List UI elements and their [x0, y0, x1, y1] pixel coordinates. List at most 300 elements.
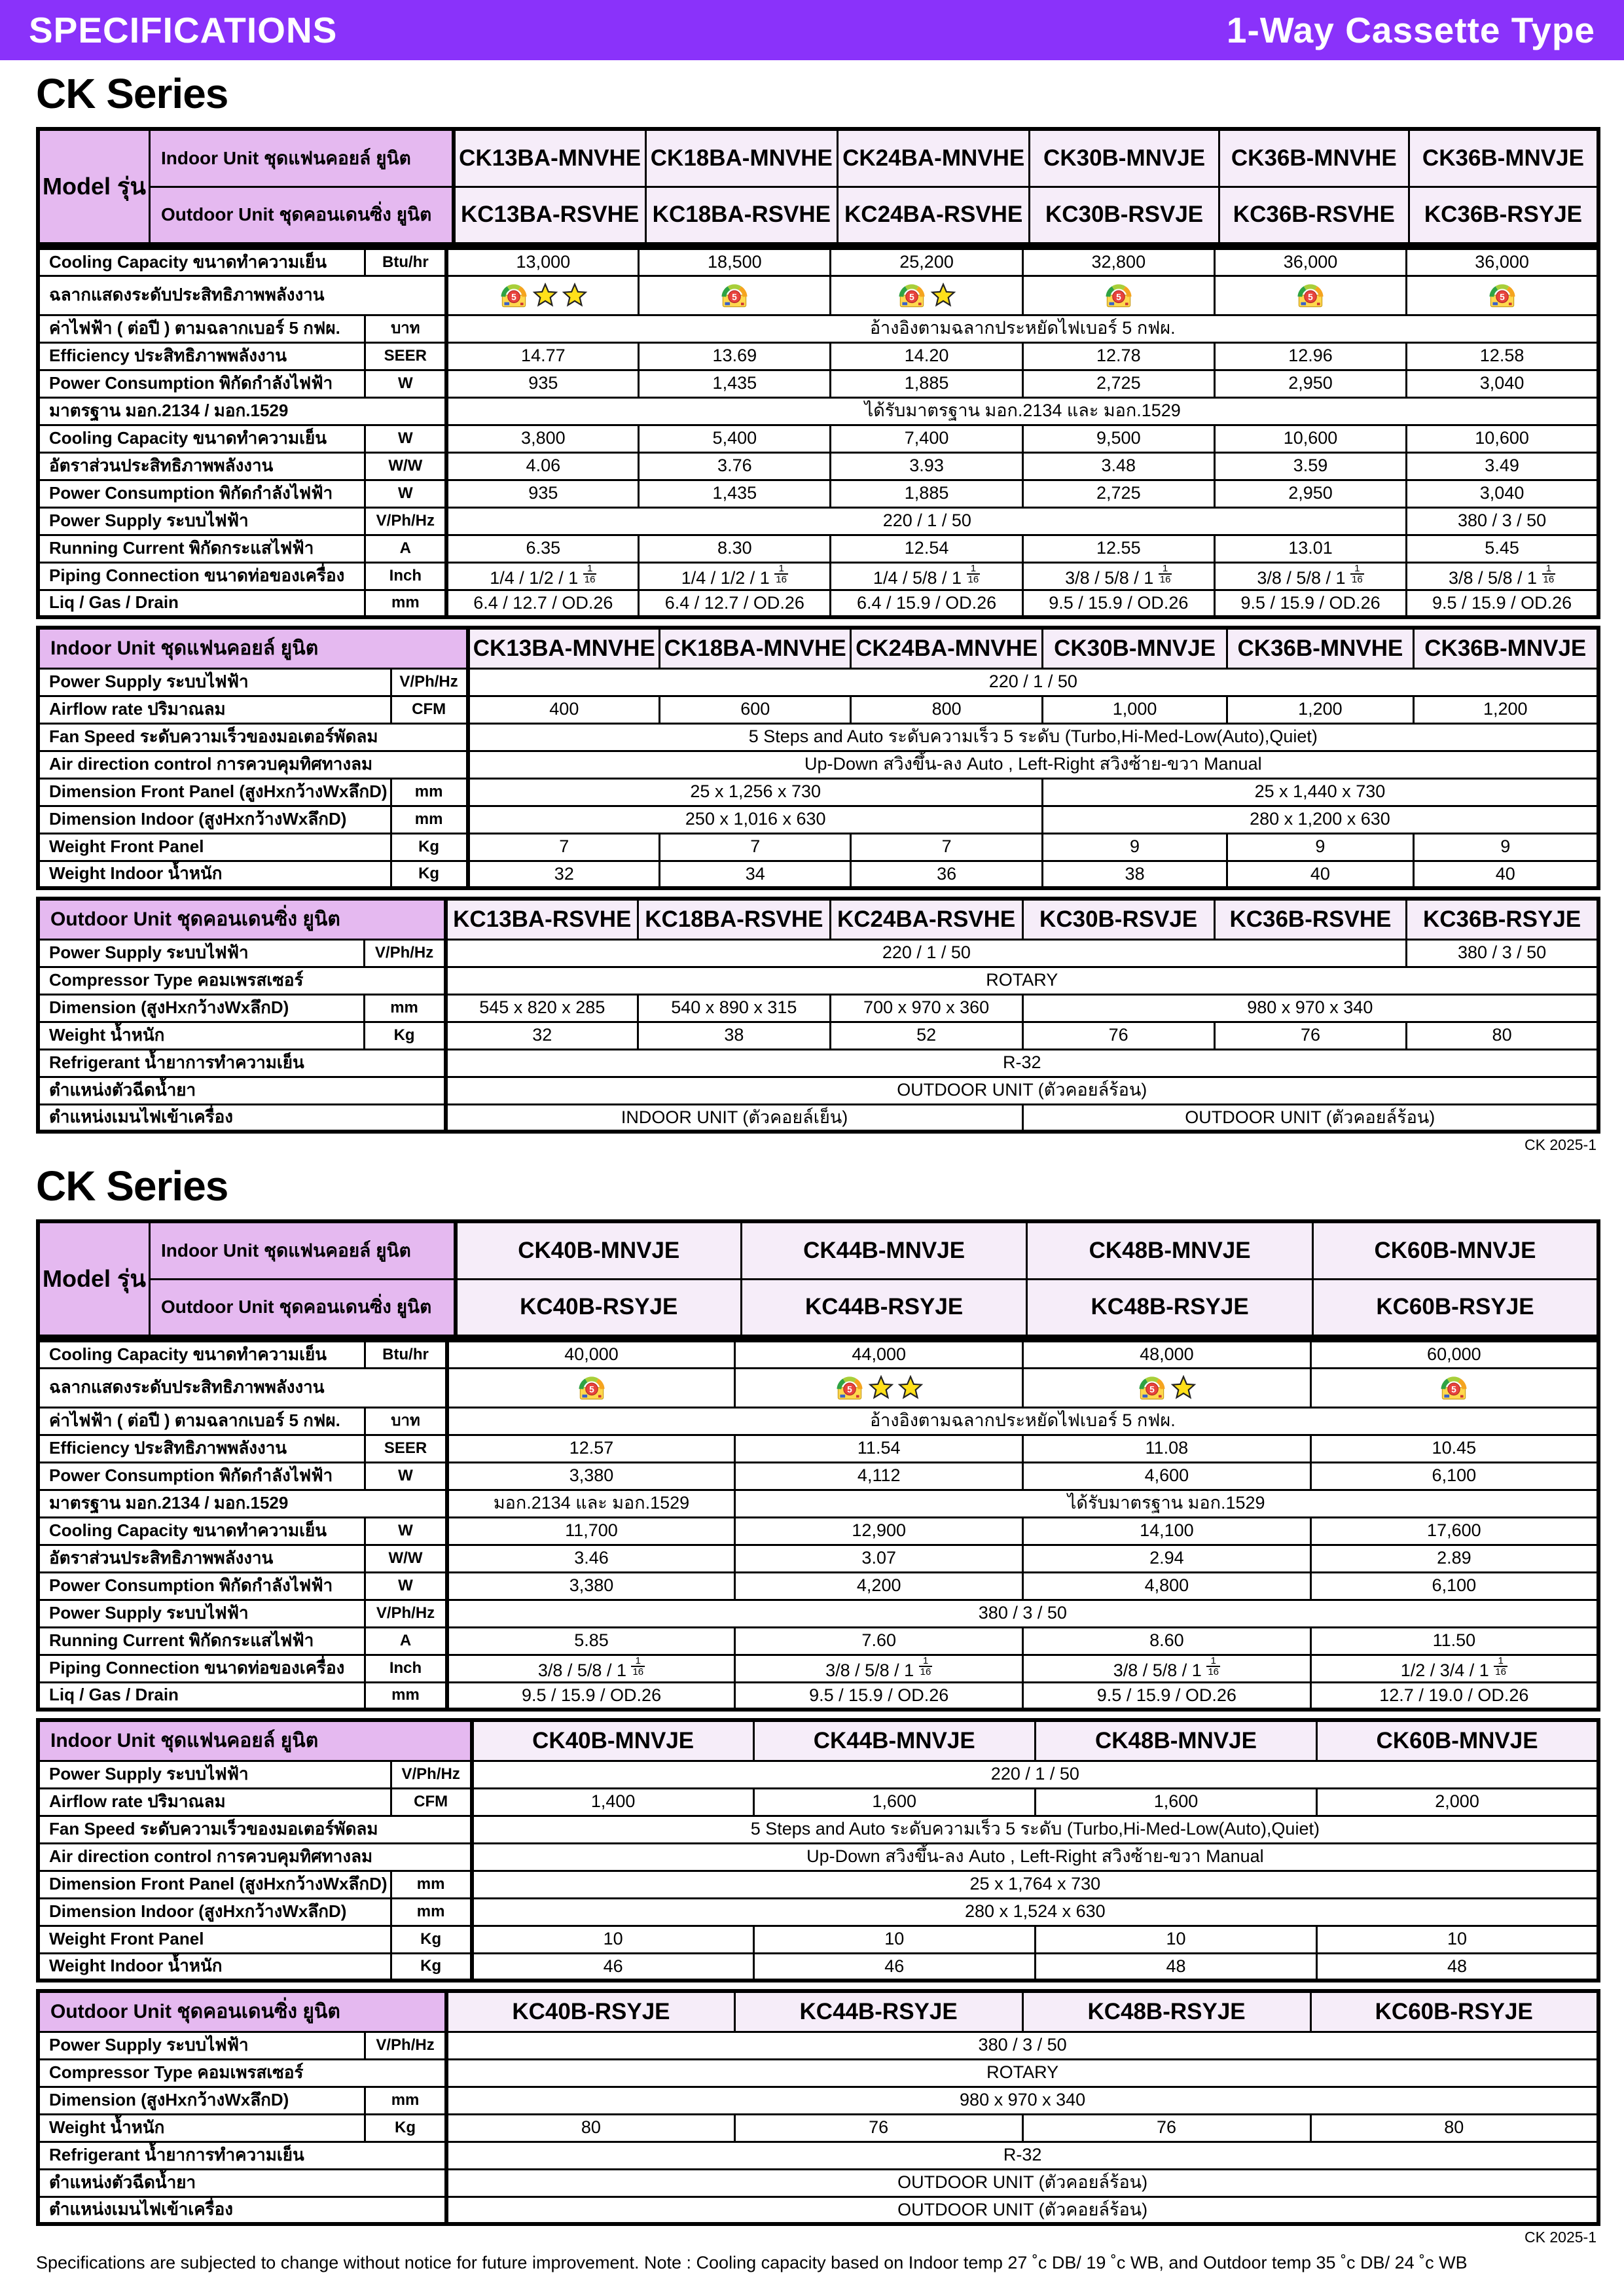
table-row: [38, 1545, 1598, 1572]
value-cell: 38: [638, 1022, 830, 1049]
value-cell: [446, 562, 638, 590]
fraction: $\frac{1}{16}$: [776, 562, 787, 585]
svg-text:5: 5: [909, 292, 914, 302]
table-row: [38, 1517, 1598, 1545]
row-unit: Kg: [391, 861, 468, 888]
value-cell: 76: [1022, 1022, 1214, 1049]
row-label: Power Supply ระบบไฟฟ้า: [38, 939, 364, 967]
value-cell: 40: [1413, 861, 1598, 888]
doc-code-note-2: CK 2025-1: [1525, 2229, 1597, 2246]
indoor-model-name: CK18BA-MNVHE: [645, 129, 837, 187]
section-gap: [36, 1982, 1600, 1989]
value-cell: 8.60: [1023, 1627, 1311, 1655]
table-row: [38, 590, 1598, 617]
value-cell: 3.49: [1407, 452, 1598, 480]
value-cell: 17,600: [1310, 1517, 1598, 1545]
row-label: Fan Speed ระดับความเร็วของมอเตอร์พัดลม: [38, 723, 468, 751]
indoor-model-name: CK36B-MNVJE: [1409, 129, 1598, 187]
value-cell: 4,800: [1023, 1572, 1311, 1600]
section-model-name: CK60B-MNVJE: [1317, 1720, 1598, 1761]
star-icon: [897, 1375, 924, 1400]
value-cell: 9.5 / 15.9 / OD.26: [1214, 590, 1406, 617]
energy-label-cell: [1023, 1368, 1311, 1407]
value-text: 1/2 / 3/4 / 1: [1400, 1660, 1494, 1680]
value-cell: 2,000: [1317, 1788, 1598, 1816]
row-unit: Btu/hr: [365, 1340, 447, 1368]
value-cell: 12.54: [831, 535, 1022, 562]
table-row: [38, 2059, 1598, 2087]
value-cell: 9,500: [1022, 425, 1214, 452]
energy-label-cell: [1310, 1368, 1598, 1407]
value-cell: 32,800: [1022, 248, 1214, 276]
energy-rating: [835, 1372, 924, 1403]
value-cell: 38: [1042, 861, 1227, 888]
table-row: [38, 1049, 1598, 1077]
outdoor-model-name: KC13BA-RSVHE: [454, 187, 646, 244]
value-cell: 76: [734, 2114, 1022, 2142]
row-unit: mm: [364, 994, 446, 1022]
value-cell: 800: [851, 696, 1042, 723]
model-row-outdoor: [38, 1279, 1598, 1336]
energy-label-cell: [1407, 276, 1598, 315]
value-cell: 12.57: [447, 1435, 735, 1462]
row-unit: A: [365, 535, 447, 562]
value-cell: 3,040: [1407, 370, 1598, 397]
value-cell: 1,200: [1413, 696, 1598, 723]
value-cell: [639, 562, 831, 590]
table-row: [38, 1022, 1598, 1049]
table-row: [38, 1368, 1598, 1407]
row-unit: W: [365, 480, 447, 507]
value-text: 1/4 / 1/2 / 1: [490, 567, 583, 588]
value-cell: 1,000: [1042, 696, 1227, 723]
value-cell: 2,725: [1022, 370, 1214, 397]
table-row: [38, 370, 1598, 397]
value-cell: 3.59: [1214, 452, 1406, 480]
value-cell: 280 x 1,200 x 630: [1042, 806, 1598, 833]
row-unit: บาท: [365, 315, 447, 342]
value-cell: 400: [468, 696, 660, 723]
value-cell: 7: [851, 833, 1042, 861]
banner-title-left: SPECIFICATIONS: [29, 10, 338, 50]
table-row: [38, 1462, 1598, 1490]
ck-series-section-1: [36, 69, 1600, 1154]
table-row: [38, 1655, 1598, 1682]
star-icon: [562, 283, 588, 308]
value-cell: 3.46: [447, 1545, 735, 1572]
value-cell: 14.77: [446, 342, 638, 370]
section-model-name: CK13BA-MNVHE: [468, 628, 660, 668]
table-row: [38, 315, 1598, 342]
section-title: Outdoor Unit ชุดคอนเดนซิ่ง ยูนิต: [38, 1991, 446, 2032]
row-label: Cooling Capacity ขนาดทำความเย็น: [38, 248, 365, 276]
row-label: Cooling Capacity ขนาดทำความเย็น: [38, 1517, 365, 1545]
value-cell: 48: [1035, 1953, 1316, 1981]
value-text: 3/8 / 5/8 / 1: [1113, 1660, 1207, 1680]
value-cell: OUTDOOR UNIT (ตัวคอยล์ร้อน): [446, 1077, 1598, 1104]
value-cell: [1407, 562, 1598, 590]
value-cell: 980 x 970 x 340: [446, 2087, 1598, 2114]
value-text: 3/8 / 5/8 / 1: [825, 1660, 919, 1680]
value-cell: 12.96: [1214, 342, 1406, 370]
main-spec-table: [36, 1338, 1600, 1712]
model-header-table: [36, 127, 1600, 246]
model-corner-label: Model รุ่น: [38, 1221, 149, 1336]
row-label: ค่าไฟฟ้า ( ต่อปี ) ตามฉลากเบอร์ 5 กฟผ.: [38, 315, 365, 342]
row-unit: บาท: [365, 1407, 447, 1435]
value-cell: 11.54: [735, 1435, 1023, 1462]
value-cell: 540 x 890 x 315: [638, 994, 830, 1022]
section-model-name: KC18BA-RSVHE: [638, 899, 830, 939]
row-unit: mm: [391, 806, 468, 833]
value-cell: 46: [753, 1953, 1035, 1981]
value-cell: 10,600: [1214, 425, 1406, 452]
table-row: [38, 1104, 1598, 1132]
fraction: $\frac{1}{16}$: [1159, 562, 1171, 585]
egat-no5-label-icon: [719, 280, 749, 310]
value-cell: 11,700: [447, 1517, 735, 1545]
indoor-model-name: CK36B-MNVHE: [1219, 129, 1409, 187]
row-unit: W: [365, 1517, 447, 1545]
section-model-name: CK48B-MNVJE: [1035, 1720, 1316, 1761]
section-title: Outdoor Unit ชุดคอนเดนซิ่ง ยูนิต: [38, 899, 446, 939]
value-cell: 5.85: [447, 1627, 735, 1655]
spec-table-2: [36, 1219, 1600, 2226]
indoor-unit-section-table: [36, 626, 1600, 890]
table-row: [38, 1435, 1598, 1462]
value-cell: 40,000: [447, 1340, 735, 1368]
table-row: [38, 452, 1598, 480]
value-cell: [1214, 562, 1406, 590]
row-label: Weight น้ำหนัก: [38, 1022, 364, 1049]
svg-text:5: 5: [1115, 292, 1121, 302]
value-cell: 5.45: [1407, 535, 1598, 562]
value-cell: ได้รับมาตรฐาน มอก.2134 และ มอก.1529: [446, 397, 1598, 425]
outdoor-unit-header-label: Outdoor Unit ชุดคอนเดนซิ่ง ยูนิต: [149, 1279, 455, 1336]
energy-label-cell: [1022, 276, 1214, 315]
table-row: [38, 1898, 1598, 1926]
table-row: [38, 425, 1598, 452]
row-label: Airflow rate ปริมาณลม: [38, 696, 391, 723]
value-cell: 7: [660, 833, 851, 861]
section-model-name: KC36B-RSYJE: [1407, 899, 1598, 939]
energy-rating: [1295, 280, 1326, 310]
row-label: ตำแหน่งเมนไฟเข้าเครื่อง: [38, 2197, 446, 2224]
value-cell: 6.4 / 15.9 / OD.26: [831, 590, 1022, 617]
row-label: Weight Front Panel: [38, 1926, 391, 1953]
value-cell: 34: [660, 861, 851, 888]
value-cell: 1,435: [639, 480, 831, 507]
table-row: [38, 1077, 1598, 1104]
table-row: [38, 2197, 1598, 2224]
banner-title-right: 1-Way Cassette Type: [1226, 10, 1595, 50]
value-cell: 36,000: [1407, 248, 1598, 276]
row-label: Power Supply ระบบไฟฟ้า: [38, 1600, 365, 1627]
value-cell: 3,800: [446, 425, 638, 452]
row-unit: W: [365, 370, 447, 397]
star-icon: [532, 283, 558, 308]
row-label: Weight Indoor น้ำหนัก: [38, 861, 391, 888]
value-cell: 2,950: [1214, 370, 1406, 397]
spec-table-1: [36, 127, 1600, 1134]
value-cell: 10: [753, 1926, 1035, 1953]
row-label: Dimension (สูงHxกว้างWxลึกD): [38, 2087, 365, 2114]
row-unit: Inch: [365, 1655, 447, 1682]
row-label: Refrigerant น้ำยาการทำความเย็น: [38, 1049, 446, 1077]
row-unit: V/Ph/Hz: [365, 1600, 447, 1627]
value-cell: Up-Down สวิงขึ้น-ลง Auto , Left-Right สวิงซ้าย-ขวา Manual: [472, 1843, 1598, 1871]
section-header-row: [38, 1991, 1598, 2032]
table-row: [38, 696, 1598, 723]
value-text: 3/8 / 5/8 / 1: [1065, 567, 1159, 588]
page-footer: [36, 2253, 1600, 2273]
value-cell: 3.93: [831, 452, 1022, 480]
egat-no5-label-icon: [1104, 280, 1134, 310]
value-cell: 14,100: [1023, 1517, 1311, 1545]
row-unit: V/Ph/Hz: [391, 668, 468, 696]
value-cell: 11.50: [1310, 1627, 1598, 1655]
table-row: [38, 507, 1598, 535]
value-cell: 13,000: [446, 248, 638, 276]
value-cell: 545 x 820 x 285: [446, 994, 638, 1022]
row-unit: V/Ph/Hz: [365, 507, 447, 535]
indoor-model-name: CK48B-MNVJE: [1027, 1221, 1313, 1279]
main-spec-table: [36, 246, 1600, 619]
section-model-name: KC48B-RSYJE: [1022, 1991, 1310, 2032]
value-cell: 1,400: [472, 1788, 753, 1816]
fraction: $\frac{1}{16}$: [1351, 562, 1363, 585]
row-label: Power Consumption พิกัดกำลังไฟฟ้า: [38, 1462, 365, 1490]
indoor-model-name: CK40B-MNVJE: [456, 1221, 742, 1279]
row-label: Piping Connection ขนาดท่อของเครื่อง: [38, 562, 365, 590]
star-icon: [930, 283, 956, 308]
row-label: Air direction control การควบคุมทิศทางลม: [38, 751, 468, 778]
value-cell: 80: [446, 2114, 734, 2142]
value-cell: 25,200: [831, 248, 1022, 276]
value-cell: ได้รับมาตรฐาน มอก.1529: [735, 1490, 1598, 1517]
fraction: $\frac{1}{16}$: [1495, 1655, 1506, 1677]
energy-rating: [1137, 1372, 1197, 1403]
value-cell: OUTDOOR UNIT (ตัวคอยล์ร้อน): [446, 2169, 1598, 2197]
table-row: [38, 967, 1598, 994]
value-cell: 2,725: [1022, 480, 1214, 507]
value-cell: 9.5 / 15.9 / OD.26: [1407, 590, 1598, 617]
value-cell: [1310, 1655, 1598, 1682]
energy-label-cell: [639, 276, 831, 315]
fraction: $\frac{1}{16}$: [632, 1655, 644, 1677]
value-cell: 9: [1413, 833, 1598, 861]
value-cell: 18,500: [639, 248, 831, 276]
value-cell: 1,885: [831, 370, 1022, 397]
value-cell: 12.58: [1407, 342, 1598, 370]
row-unit: mm: [391, 1898, 472, 1926]
table-row: [38, 1407, 1598, 1435]
section-model-name: CK30B-MNVJE: [1042, 628, 1227, 668]
row-unit: mm: [391, 778, 468, 806]
svg-text:5: 5: [1451, 1384, 1457, 1395]
section-model-name: CK18BA-MNVHE: [660, 628, 851, 668]
value-cell: 2,950: [1214, 480, 1406, 507]
table-row: [38, 1682, 1598, 1710]
value-cell: [1022, 562, 1214, 590]
table-row: [38, 1788, 1598, 1816]
svg-text:5: 5: [588, 1384, 594, 1395]
value-cell: 36,000: [1214, 248, 1406, 276]
energy-rating: [719, 280, 749, 310]
egat-no5-label-icon: [835, 1372, 865, 1403]
row-label: Power Supply ระบบไฟฟ้า: [38, 2032, 365, 2059]
value-cell: 600: [660, 696, 851, 723]
value-cell: 9.5 / 15.9 / OD.26: [1022, 590, 1214, 617]
row-unit: CFM: [391, 696, 468, 723]
value-cell: 220 / 1 / 50: [446, 939, 1407, 967]
table-row: [38, 939, 1598, 967]
value-cell: 14.20: [831, 342, 1022, 370]
value-cell: 13.01: [1214, 535, 1406, 562]
value-cell: 1,600: [753, 1788, 1035, 1816]
value-cell: 25 x 1,440 x 730: [1042, 778, 1598, 806]
value-cell: 4,600: [1023, 1462, 1311, 1490]
indoor-unit-header-label: Indoor Unit ชุดแฟนคอยล์ ยูนิต: [149, 1221, 455, 1279]
indoor-model-name: CK60B-MNVJE: [1312, 1221, 1598, 1279]
value-cell: 12.7 / 19.0 / OD.26: [1310, 1682, 1598, 1710]
energy-label-cell: [831, 276, 1022, 315]
value-cell: 7,400: [831, 425, 1022, 452]
energy-label-cell: [447, 1368, 735, 1407]
row-label: Compressor Type คอมเพรสเซอร์: [38, 2059, 446, 2087]
value-cell: 3.07: [735, 1545, 1023, 1572]
egat-no5-label-icon: [1137, 1372, 1167, 1403]
fraction: $\frac{1}{16}$: [920, 1655, 931, 1677]
value-text: 3/8 / 5/8 / 1: [1257, 567, 1350, 588]
row-label: Power Supply ระบบไฟฟ้า: [38, 668, 391, 696]
row-label: อัตราส่วนประสิทธิภาพพลังงาน: [38, 452, 365, 480]
value-cell: 4,200: [735, 1572, 1023, 1600]
section-model-name: KC44B-RSYJE: [734, 1991, 1022, 2032]
value-cell: 1,885: [831, 480, 1022, 507]
value-cell: [831, 562, 1022, 590]
row-label: Dimension Indoor (สูงHxกว้างWxลึกD): [38, 1898, 391, 1926]
value-cell: [735, 1655, 1023, 1682]
row-label: ตำแหน่งเมนไฟเข้าเครื่อง: [38, 1104, 446, 1132]
table-row: [38, 668, 1598, 696]
value-cell: R-32: [446, 2142, 1598, 2169]
value-cell: 3,380: [447, 1462, 735, 1490]
doc-code-note-1: CK 2025-1: [1525, 1136, 1597, 1153]
row-unit: Kg: [364, 1022, 446, 1049]
table-row: [38, 1572, 1598, 1600]
value-cell: 60,000: [1310, 1340, 1598, 1368]
value-cell: มอก.2134 และ มอก.1529: [447, 1490, 735, 1517]
value-cell: 9.5 / 15.9 / OD.26: [1023, 1682, 1311, 1710]
value-cell: 25 x 1,256 x 730: [468, 778, 1043, 806]
svg-text:5: 5: [511, 292, 516, 302]
value-cell: 6.35: [446, 535, 638, 562]
model-row-indoor: [38, 129, 1598, 187]
section-gap: [36, 890, 1600, 897]
row-label: ฉลากแสดงระดับประสิทธิภาพพลังงาน: [38, 1368, 447, 1407]
star-icon: [1170, 1375, 1197, 1400]
svg-text:5: 5: [846, 1384, 852, 1395]
row-unit: Kg: [391, 1926, 472, 1953]
value-cell: 1,200: [1227, 696, 1413, 723]
table-row: [38, 2032, 1598, 2059]
table-row: [38, 1490, 1598, 1517]
value-cell: 5 Steps and Auto ระดับความเร็ว 5 ระดับ (Turbo,Hi-Med-Low(Auto),Quiet): [468, 723, 1598, 751]
row-label: Power Supply ระบบไฟฟ้า: [38, 507, 365, 535]
value-cell: 44,000: [735, 1340, 1023, 1368]
energy-label-cell: [735, 1368, 1023, 1407]
value-cell: ROTARY: [446, 2059, 1598, 2087]
table-row: [38, 723, 1598, 751]
outdoor-model-name: KC36B-RSVHE: [1219, 187, 1409, 244]
table-row: [38, 751, 1598, 778]
row-label: Dimension Indoor (สูงHxกว้างWxลึกD): [38, 806, 391, 833]
indoor-model-name: CK30B-MNVJE: [1030, 129, 1219, 187]
value-cell: 32: [468, 861, 660, 888]
indoor-model-name: CK13BA-MNVHE: [454, 129, 646, 187]
section-model-name: CK24BA-MNVHE: [851, 628, 1042, 668]
section-model-name: KC13BA-RSVHE: [446, 899, 638, 939]
indoor-model-name: CK24BA-MNVHE: [838, 129, 1030, 187]
value-cell: 10,600: [1407, 425, 1598, 452]
row-label: ฉลากแสดงระดับประสิทธิภาพพลังงาน: [38, 276, 446, 315]
row-label: Dimension Front Panel (สูงHxกว้างWxลึกD): [38, 1871, 391, 1898]
outdoor-model-name: KC60B-RSYJE: [1312, 1279, 1598, 1336]
value-cell: 3.48: [1022, 452, 1214, 480]
value-cell: 13.69: [639, 342, 831, 370]
row-unit: mm: [365, 590, 447, 617]
energy-label-cell: [446, 276, 638, 315]
egat-no5-label-icon: [1439, 1372, 1469, 1403]
model-corner-label: Model รุ่น: [38, 129, 149, 244]
row-label: Weight Front Panel: [38, 833, 391, 861]
table-row: [38, 1926, 1598, 1953]
value-cell: 10: [472, 1926, 753, 1953]
row-unit: W: [365, 425, 447, 452]
table-row: [38, 480, 1598, 507]
value-cell: OUTDOOR UNIT (ตัวคอยล์ร้อน): [446, 2197, 1598, 2224]
section-title: Indoor Unit ชุดแฟนคอยล์ ยูนิต: [38, 1720, 472, 1761]
value-cell: 380 / 3 / 50: [446, 2032, 1598, 2059]
value-cell: 980 x 970 x 340: [1022, 994, 1598, 1022]
outdoor-model-name: KC18BA-RSVHE: [645, 187, 837, 244]
row-label: Liq / Gas / Drain: [38, 1682, 365, 1710]
value-text: 1/4 / 1/2 / 1: [681, 567, 775, 588]
row-unit: mm: [391, 1871, 472, 1898]
value-cell: 11.08: [1023, 1435, 1311, 1462]
value-cell: 220 / 1 / 50: [472, 1761, 1598, 1788]
row-unit: Btu/hr: [365, 248, 447, 276]
star-icon: [868, 1375, 894, 1400]
value-cell: 2.94: [1023, 1545, 1311, 1572]
value-cell: 12.78: [1022, 342, 1214, 370]
value-cell: OUTDOOR UNIT (ตัวคอยล์ร้อน): [1022, 1104, 1598, 1132]
value-cell: 1,600: [1035, 1788, 1316, 1816]
row-label: Piping Connection ขนาดท่อของเครื่อง: [38, 1655, 365, 1682]
table-row: [38, 861, 1598, 888]
value-cell: ROTARY: [446, 967, 1598, 994]
value-cell: 280 x 1,524 x 630: [472, 1898, 1598, 1926]
value-cell: 3.76: [639, 452, 831, 480]
outdoor-model-name: KC30B-RSVJE: [1030, 187, 1219, 244]
table-row: [38, 1600, 1598, 1627]
row-label: Weight น้ำหนัก: [38, 2114, 365, 2142]
row-label: Cooling Capacity ขนาดทำความเย็น: [38, 1340, 365, 1368]
row-unit: W: [365, 1572, 447, 1600]
title-banner: [0, 0, 1624, 60]
section-header-row: [38, 899, 1598, 939]
